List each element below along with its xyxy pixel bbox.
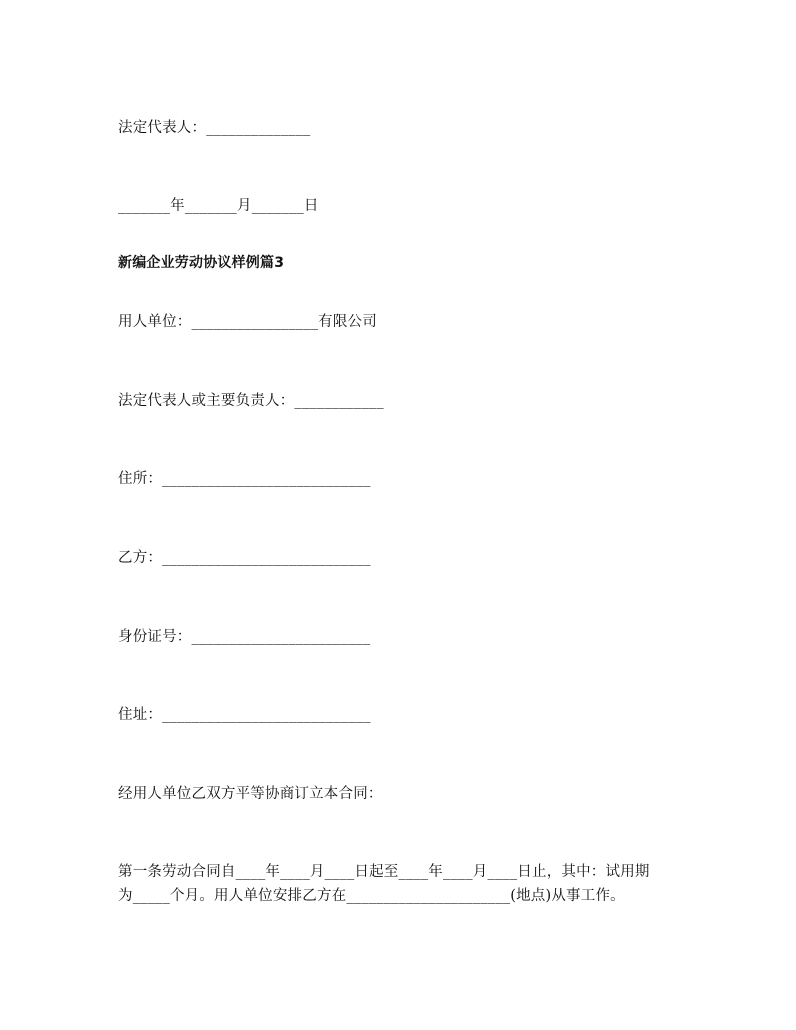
date-line: _______年_______月_______日 [118, 198, 319, 214]
section-heading: 新编企业劳动协议样例篇3 [118, 255, 285, 271]
responsible-person-line: 法定代表人或主要负责人：____________ [118, 393, 384, 409]
party-b-line: 乙方：____________________________ [118, 550, 371, 566]
id-number-line: 身份证号：________________________ [118, 629, 371, 645]
legal-representative-line: 法定代表人：______________ [118, 120, 311, 136]
article-one-line-2: 为_____个月。用人单位安排乙方在______________________(地点)从事工作。 [118, 888, 625, 904]
employer-line: 用人单位：_________________有限公司 [118, 314, 377, 330]
article-one-line-1: 第一条劳动合同自____年____月____日起至____年____月____日止，其中：试用期 [118, 864, 650, 880]
address-line: 住址：____________________________ [118, 707, 371, 723]
residence-line: 住所：____________________________ [118, 471, 371, 487]
agreement-intro-line: 经用人单位乙双方平等协商订立本合同： [118, 786, 383, 802]
